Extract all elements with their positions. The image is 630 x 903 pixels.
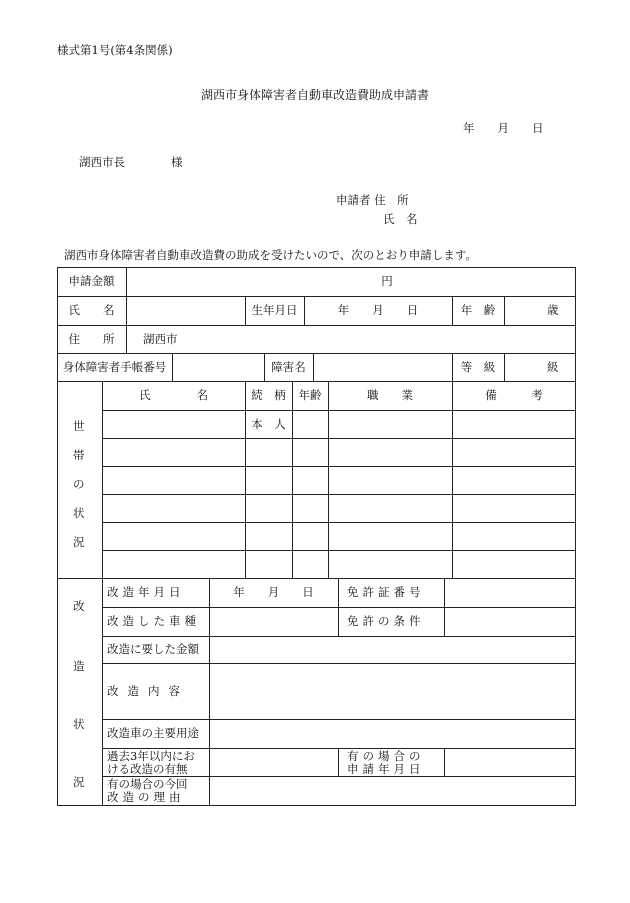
past-date-label-line-2: 申請年月日 — [347, 761, 425, 776]
household-header-relation: 続 柄 — [251, 388, 286, 402]
name-label: 氏 名 — [68, 303, 115, 317]
addressee: 湖西市長 様 — [79, 155, 183, 169]
household-title-char: 帯 — [73, 448, 85, 462]
grade-label: 等 級 — [460, 359, 496, 374]
household-title-char: の — [73, 477, 85, 491]
household-title-char: 況 — [73, 535, 85, 549]
household-header-remarks: 備 考 — [485, 388, 543, 402]
age-unit: 歳 — [547, 303, 559, 317]
household-header-age: 年齢 — [298, 388, 322, 402]
age-label: 年 齢 — [460, 303, 496, 317]
household-title-char: 状 — [73, 506, 85, 520]
modification-title-char: 状 — [73, 717, 85, 731]
amount-label: 申請金額 — [68, 274, 115, 288]
usage-label: 改造車の主要用途 — [107, 726, 199, 740]
modification-title-char: 改 — [73, 599, 85, 613]
dob-label: 生年月日 — [251, 303, 298, 317]
content-label: 改造内容 — [107, 683, 189, 698]
past-modification-label — [107, 749, 209, 776]
cost-label: 改造に要した金額 — [107, 642, 199, 656]
amount-unit: 円 — [381, 274, 393, 288]
past-label-line-2: ける改造の有無 — [107, 761, 188, 776]
form-number: 様式第1号(第4条関係) — [57, 43, 173, 57]
grade-unit: 級 — [547, 359, 559, 374]
application-table — [57, 267, 576, 806]
applicant-name-label: 氏 名 — [383, 212, 418, 226]
past-label-line-1: 過去3年以内にお — [107, 748, 195, 763]
mod-date-value: 年 月 日 — [233, 585, 314, 599]
reason-label-line-2: 改造の理由 — [107, 790, 185, 804]
household-title-char: 世 — [73, 419, 85, 433]
reason-label-line-1: 有の場合の今回 — [107, 777, 188, 791]
intro-text: 湖西市身体障害者自動車改造費の助成を受けたいので、次のとおり申請します。 — [64, 248, 477, 262]
application-date: 年 月 日 — [463, 121, 544, 135]
household-relation-self: 本 人 — [251, 416, 286, 431]
document-title: 湖西市身体障害者自動車改造費助成申請書 — [200, 88, 429, 102]
past-date-label-line-1: 有の場合の — [347, 748, 425, 763]
license-condition-label: 免許の条件 — [347, 614, 425, 628]
address-label: 住 所 — [68, 331, 115, 346]
license-number-label: 免許証番号 — [347, 585, 425, 599]
modification-title-char: 造 — [73, 659, 85, 673]
mod-date-label: 改造年月日 — [107, 585, 185, 599]
modification-title-char: 況 — [73, 775, 85, 789]
disability-label: 障害名 — [271, 359, 306, 374]
past-application-date-label — [347, 749, 444, 776]
modification-reason-label — [107, 777, 209, 805]
vehicle-type-label: 改造した車種 — [107, 614, 200, 628]
household-header-name: 氏 名 — [139, 388, 208, 402]
dob-value: 年 月 日 — [337, 303, 419, 317]
address-value: 湖西市 — [143, 331, 178, 346]
applicant-address-label: 申請者 住 所 — [336, 193, 409, 207]
handbook-number-label: 身体障害者手帳番号 — [62, 359, 167, 374]
household-header-occupation: 職 業 — [367, 388, 413, 402]
